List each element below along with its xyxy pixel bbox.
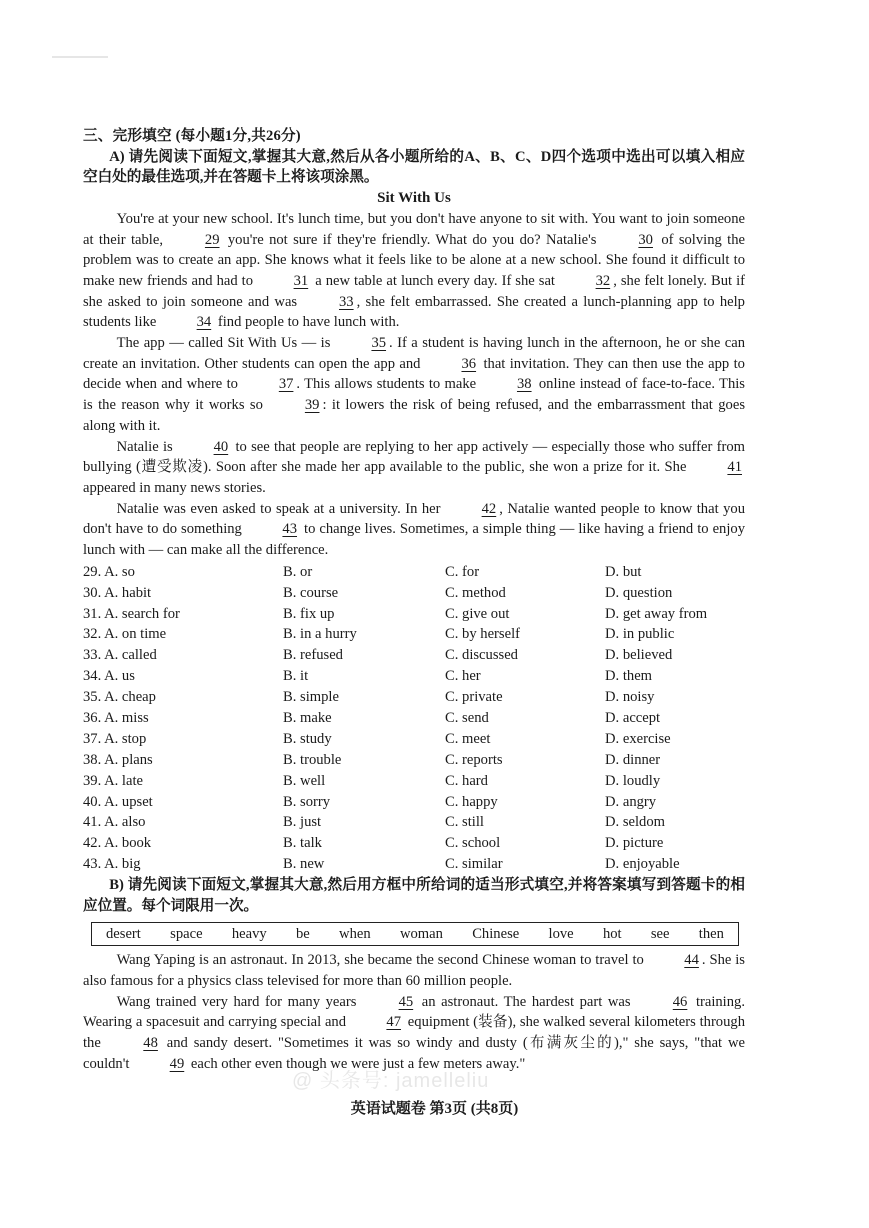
blank-46: 46 [672,993,688,1010]
option-c: C. happy [445,793,498,810]
blank-32: 32 [595,272,611,289]
word-box-item: woman [399,925,443,942]
question-row [83,624,745,645]
blank-36: 36 [461,355,477,372]
question-row [83,729,745,750]
word-box-item: see [650,925,670,942]
passage-title: Sit With Us [377,190,451,207]
option-a: 35. A. cheap [83,689,156,706]
option-b: B. just [283,814,322,831]
blank-44: 44 [684,952,699,969]
option-a: 34. A. us [83,668,135,685]
option-c: C. send [445,710,489,726]
passage-b-paragraph-1: Wang Yaping is an astronaut. In 2013, she became the second Chinese woman to travel to 44 . She is also famous for a physics class televised for more than 60 million people. [83,952,745,989]
option-a: 30. A. habit [83,584,152,601]
option-d: D. but [605,563,642,580]
option-c: C. for [445,563,480,580]
blank-45: 45 [398,993,414,1010]
option-d: D. angry [605,793,657,810]
option-b: B. well [283,772,326,789]
option-d: D. question [605,584,673,601]
option-b: B. study [283,730,332,747]
option-c: C. her [445,668,481,685]
question-row [83,792,745,813]
passage-paragraph-3: Natalie is 40 to see that people are replying to her app actively — especially those who suffer from bullying (遭受欺凌). Soon after she made her app available to the public, she won a prize for it. She 41 appeared in many news stories. [83,438,745,496]
option-b: B. new [283,856,325,873]
word-box-item: hot [602,925,622,942]
options-table [83,562,745,875]
option-c: C. reports [445,751,503,768]
option-b: B. talk [283,835,322,852]
option-a: 36. A. miss [83,710,149,726]
blank-47: 47 [386,1014,401,1031]
option-a: 41. A. also [83,814,146,831]
option-b: B. simple [283,689,339,706]
option-d: D. in public [605,626,675,643]
blank-29: 29 [204,231,220,248]
option-b: B. refused [283,647,343,664]
option-d: D. accept [605,710,661,726]
option-b: B. fix up [283,605,335,622]
option-c: C. discussed [445,647,518,664]
question-row [83,750,745,771]
blank-33: 33 [338,293,354,310]
word-box-item: then [698,925,724,942]
option-b: B. it [283,668,309,685]
option-a: 32. A. on time [83,626,167,643]
option-c: C. meet [445,730,491,747]
option-b: B. in a hurry [283,626,357,643]
blank-30: 30 [638,231,653,248]
option-b: B. course [283,584,339,601]
question-row [83,708,745,729]
question-row [83,854,745,875]
option-d: D. loudly [605,772,661,789]
option-c: C. by herself [445,626,520,643]
question-row [83,666,745,687]
option-d: D. dinner [605,751,661,768]
blank-41: 41 [727,459,742,476]
scan-mark [52,56,108,58]
option-a: 40. A. upset [83,793,153,810]
option-a: 31. A. search for [83,605,180,622]
word-box-item: love [548,925,574,942]
page-footer: 英语试题卷 第3页 (共8页) [350,1101,519,1117]
option-b: B. sorry [283,793,331,810]
option-a: 43. A. big [83,856,141,873]
option-c: C. still [445,814,484,831]
option-a: 33. A. called [83,647,157,664]
passage-paragraph-2: The app — called Sit With Us — is 35 . If a student is having lunch in the afternoon, he or she can create an invitation. Other students can open the app and 36 that invitation. They can then use the app to decide when and where to 37 . This allows students to make 38 online instead of face-to-face. This is the reason why it works so 39 : it lowers the risk of being refused, and the embarrassment that goes along with it. [83,335,746,434]
watermark: @ 头条号: jamelleliu [292,1070,490,1092]
word-box-item: desert [106,925,141,942]
option-d: D. believed [605,647,673,664]
blank-35: 35 [371,335,387,352]
blank-42: 42 [481,500,497,517]
option-a: 29. A. so [83,563,135,580]
blank-38: 38 [516,376,532,393]
option-c: C. school [445,835,501,852]
word-box-item: when [339,925,371,942]
instructions-b: B) 请先阅读下面短文,掌握其大意,然后用方框中所给词的适当形式填空,并将答案填写到答题卡的相应位置。每个词限用一次。 [83,877,745,914]
option-d: D. picture [605,835,664,852]
option-d: D. exercise [605,730,671,747]
question-row [83,687,745,708]
passage-paragraph-1: You're at your new school. It's lunch time, but you don't have anyone to sit with. You want to join someone at their table, 29 you're not sure if they're friendly. What do you do? Natalie's 30 of solving the problem was to create an app. She knows what it feels like to be alone at a new school. She found it difficult to make new friends and had to 31 a new table at lunch every day. If she sat 32 , she felt lonely. But if she asked to join someone and was 33 , she felt embarrassed. She created a lunch-planning app to help students like 34 find people to have lunch with. [83,209,745,333]
option-d: D. noisy [605,689,655,706]
option-c: C. similar [445,856,503,873]
exam-content [83,126,745,1074]
option-d: D. enjoyable [605,856,680,873]
blank-48: 48 [143,1035,158,1052]
question-row [83,562,745,583]
word-box [91,922,739,947]
question-row [83,583,745,604]
word-box-item: Chinese [472,925,520,942]
passage-b-paragraph-2: Wang trained very hard for many years 45 an astronaut. The hardest part was 46 training. Wearing a spacesuit and carrying special and 47 equipment (装备), she walked several kilometers through the 48 and sandy desert. "Sometimes it was so windy and dusty (布满灰尘的)," she says, "that we couldn't 49 each other even though we were just a few meters away." [83,992,745,1075]
question-row [83,604,745,625]
blank-49: 49 [169,1055,185,1072]
option-a: 38. A. plans [83,751,153,768]
blank-31: 31 [293,272,309,289]
word-box-item: space [170,925,203,942]
instructions-a: A) 请先阅读下面短文,掌握其大意,然后从各小题所给的A、B、C、D四个选项中选出可以填入相应空白处的最佳选项,并在答题卡上将该项涂黑。 [83,148,745,186]
option-a: 37. A. stop [83,730,147,747]
option-c: C. method [445,584,506,601]
blank-40: 40 [213,438,229,455]
section-title: 三、完形填空 (每小题1分,共26分) [83,128,301,144]
option-c: C. hard [445,772,488,789]
question-row [83,771,745,792]
blank-34: 34 [196,314,212,331]
option-a: 39. A. late [83,772,143,789]
word-box-item: be [295,925,310,942]
question-row [83,645,745,666]
option-c: C. give out [445,605,510,622]
question-row [83,812,745,833]
option-b: B. make [283,710,332,726]
option-d: D. seldom [605,814,665,831]
option-b: B. or [283,563,313,580]
blank-37: 37 [278,376,294,393]
option-d: D. get away from [605,605,708,622]
option-c: C. private [445,689,503,706]
word-box-item: heavy [231,925,267,942]
blank-43: 43 [282,521,298,538]
option-a: 42. A. book [83,835,152,852]
option-d: D. them [605,668,653,685]
option-b: B. trouble [283,751,342,768]
blank-39: 39 [304,397,320,414]
question-row [83,833,745,854]
passage-paragraph-4: Natalie was even asked to speak at a university. In her 42 , Natalie wanted people to know that you don't have to do something 43 to change lives. Sometimes, a simple thing — like having a friend to enjoy lunch with — can make all the difference. [83,500,746,559]
